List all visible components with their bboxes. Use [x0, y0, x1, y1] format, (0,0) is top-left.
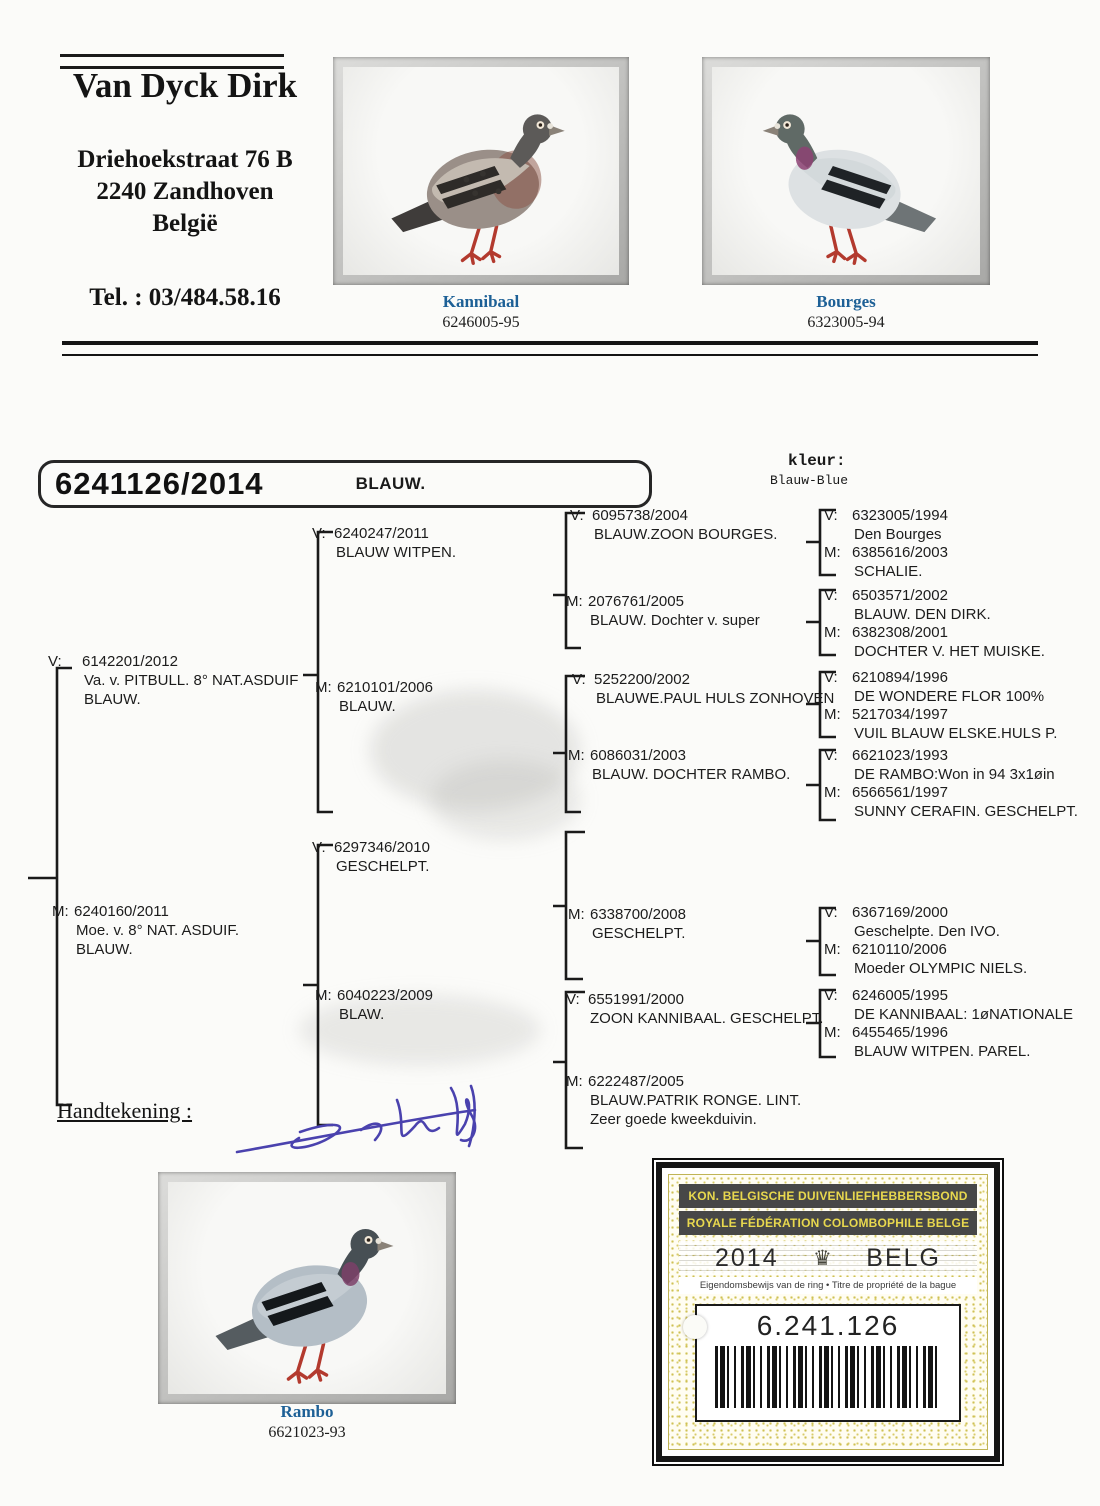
caption-bourges	[702, 292, 990, 332]
pedigree-entry-gen4-2	[824, 586, 991, 624]
cert-ring-number: 6.241.126	[756, 1310, 900, 1341]
photo-rambo	[158, 1172, 456, 1404]
pedigree-entry-gen4-4	[824, 668, 1044, 706]
scan-artifact	[430, 760, 580, 840]
caption-kannibaal	[333, 292, 629, 332]
pedigree-entry-gen1-dam	[52, 902, 239, 959]
breeder-block	[40, 66, 330, 312]
kleur-block	[770, 452, 990, 488]
signature-label: Handtekening :	[57, 1098, 193, 1123]
sex-label: M:	[52, 903, 69, 920]
ring-number: 6297346/2010	[334, 839, 430, 856]
sex-label: M:	[568, 906, 585, 923]
pedigree-entry-gen2-0	[312, 524, 456, 562]
breeder-name: Van Dyck Dirk	[72, 66, 298, 105]
pedigree-entry-gen4-7	[824, 783, 1078, 821]
pigeon-description: Moe. v. 8° NAT. ASDUIF.	[76, 922, 239, 939]
ring-certificate	[652, 1158, 1004, 1466]
pedigree-entry-gen4-0	[824, 506, 948, 544]
breeder-phone: Tel. : 03/484.58.16	[89, 284, 281, 311]
sex-label: V:	[312, 839, 326, 856]
certificate-sticker	[668, 1174, 988, 1450]
pigeon-description: GESCHELPT.	[336, 858, 430, 875]
subject-ring: 6241126/2014	[55, 466, 264, 501]
pigeon-description: BLAUW.ZOON BOURGES.	[594, 526, 778, 543]
crown-icon: ♛	[813, 1246, 832, 1270]
cert-country: BELG	[866, 1243, 941, 1272]
sex-label: M:	[824, 544, 841, 561]
sex-label: M:	[566, 1073, 583, 1090]
kleur-label: kleur:	[788, 452, 846, 470]
sex-label: V:	[48, 653, 62, 670]
ring-number: 6210101/2006	[337, 679, 433, 696]
ring-number: 6455465/1996	[852, 1024, 948, 1041]
pedigree-entry-gen4-10	[824, 986, 1073, 1024]
subject-ring-box	[38, 460, 652, 508]
pedigree-entry-gen4-8	[824, 903, 1000, 941]
sex-label: V:	[572, 671, 586, 688]
pedigree-entry-gen4-1	[824, 543, 948, 581]
pedigree-entry-gen3-3	[568, 746, 790, 784]
ring-number: 6210894/1996	[852, 669, 948, 686]
photo-caption-ring: 6621023-93	[268, 1424, 346, 1441]
pigeon-description: Zeer goede kweekduivin.	[590, 1111, 757, 1128]
main-divider	[62, 341, 1038, 356]
pigeon-description: DE KANNIBAAL: 1øNATIONALE	[854, 1006, 1073, 1023]
sex-label: M:	[824, 784, 841, 801]
breeder-address-line2: 2240 Zandhoven	[96, 178, 274, 205]
ring-code-box	[695, 1304, 961, 1422]
pigeon-description: BLAUW.	[339, 698, 396, 715]
sex-label: V:	[312, 525, 326, 542]
photo-caption-ring: 6323005-94	[807, 314, 885, 331]
ring-number: 6040223/2009	[337, 987, 433, 1004]
sex-label: V:	[824, 904, 838, 921]
ring-number: 6086031/2003	[590, 747, 686, 764]
ownership-text: Eigendomsbewijs van de ring • Titre de propriété de la bague	[679, 1277, 977, 1294]
pedigree-entry-gen4-11	[824, 1023, 1030, 1061]
pigeon-description: DE WONDERE FLOR 100%	[854, 688, 1045, 705]
ring-number: 5217034/1997	[852, 706, 948, 723]
barcode	[715, 1346, 941, 1408]
pedigree-entry-gen2-1	[315, 678, 433, 716]
ring-number: 6222487/2005	[588, 1073, 684, 1090]
pedigree-entry-gen4-6	[824, 746, 1055, 784]
ring-number: 6095738/2004	[592, 507, 688, 524]
pigeon-image-kannibaal	[366, 90, 596, 275]
sex-label: V:	[824, 587, 838, 604]
pigeon-description: GESCHELPT.	[592, 925, 686, 942]
pigeon-description: Den Bourges	[854, 526, 942, 543]
pigeon-description: BLAUW. DEN DIRK.	[854, 606, 991, 623]
federation-title-fr: ROYALE FÉDÉRATION COLOMBOPHILE BELGE	[679, 1211, 977, 1235]
sex-label: M:	[315, 987, 332, 1004]
ring-number: 6246005/1995	[852, 987, 948, 1004]
sex-label: M:	[824, 624, 841, 641]
breeder-address-line3: België	[152, 210, 218, 237]
sex-label: M:	[566, 593, 583, 610]
pigeon-description: BLAW.	[339, 1006, 385, 1023]
pigeon-description: DE RAMBO:Won in 94 3x1øin	[854, 766, 1055, 783]
ring-number: 5252200/2002	[594, 671, 690, 688]
sex-label: M:	[824, 941, 841, 958]
photo-caption-name: Rambo	[280, 1402, 334, 1421]
photo-caption-name: Bourges	[816, 292, 876, 311]
pedigree-entry-gen4-9	[824, 940, 1027, 978]
pigeon-description: BLAUWE.PAUL HULS ZONHOVEN	[596, 690, 835, 707]
ring-number: 6551991/2000	[588, 991, 684, 1008]
pigeon-description: BLAUW WITPEN.	[336, 544, 457, 561]
pedigree-entry-gen3-6	[566, 1072, 801, 1129]
ring-number: 6210110/2006	[852, 941, 947, 958]
pigeon-description: DOCHTER V. HET MUISKE.	[854, 643, 1045, 660]
pigeon-description: BLAUW. Dochter v. super	[590, 612, 760, 629]
pedigree-entry-gen3-5	[566, 990, 823, 1028]
photo-caption-ring: 6246005-95	[442, 314, 520, 331]
ring-number: 6367169/2000	[852, 904, 948, 921]
pigeon-image-rambo	[190, 1204, 425, 1394]
ring-number: 6503571/2002	[852, 587, 948, 604]
pedigree-entry-gen1-sire	[48, 652, 298, 709]
ring-number: 6142201/2012	[82, 653, 178, 670]
pedigree-entry-gen3-2	[572, 670, 834, 708]
photo-caption-name: Kannibaal	[442, 292, 520, 311]
sex-label: M:	[824, 1024, 841, 1041]
sex-label: M:	[568, 747, 585, 764]
sex-label: V:	[824, 507, 838, 524]
sex-label: V:	[824, 987, 838, 1004]
ring-number: 6338700/2008	[590, 906, 686, 923]
sex-label: V:	[824, 747, 838, 764]
pigeon-description: Moeder OLYMPIC NIELS.	[854, 960, 1028, 977]
pedigree-entry-gen3-4	[568, 905, 686, 943]
subject-color: BLAUW.	[355, 474, 426, 493]
sex-label: V:	[824, 669, 838, 686]
pigeon-description: BLAUW.PATRIK RONGE. LINT.	[590, 1092, 802, 1109]
pigeon-description: BLAUW. DOCHTER RAMBO.	[592, 766, 791, 783]
photo-kannibaal	[333, 57, 629, 285]
ring-number: 6385616/2003	[852, 544, 948, 561]
breeder-address-line1: Driehoekstraat 76 B	[77, 146, 293, 173]
ring-number: 6566561/1997	[852, 784, 948, 801]
sex-label: V:	[566, 991, 580, 1008]
pigeon-description: VUIL BLAUW ELSKE.HULS P.	[854, 725, 1058, 742]
pigeon-description: BLAUW WITPEN. PAREL.	[854, 1043, 1031, 1060]
pigeon-description: Va. v. PITBULL. 8° NAT.ASDUIF	[84, 672, 299, 689]
pigeon-description: ZOON KANNIBAAL. GESCHELPT.	[590, 1010, 824, 1027]
caption-rambo	[158, 1402, 456, 1442]
sex-label: M:	[824, 706, 841, 723]
pedigree-entry-gen4-5	[824, 705, 1057, 743]
ring-number: 6382308/2001	[852, 624, 948, 641]
pigeon-description: BLAUW.	[76, 941, 133, 958]
photo-bourges	[702, 57, 990, 285]
certificate-frame	[656, 1162, 1000, 1462]
pedigree-entry-gen4-3	[824, 623, 1045, 661]
pedigree-entry-gen3-1	[566, 592, 760, 630]
sex-label: V:	[570, 507, 584, 524]
punch-hole	[683, 1315, 707, 1339]
pigeon-image-bourges	[734, 90, 959, 275]
kleur-value: Blauw-Blue	[770, 473, 849, 488]
ring-number: 6323005/1994	[852, 507, 948, 524]
cert-year: 2014	[715, 1243, 779, 1272]
pigeon-description: SCHALIE.	[854, 563, 923, 580]
pigeon-description: BLAUW.	[84, 691, 141, 708]
year-country-row	[679, 1241, 977, 1275]
sex-label: M:	[315, 679, 332, 696]
signature-scribble	[225, 1080, 505, 1175]
federation-title-nl: KON. BELGISCHE DUIVENLIEFHEBBERSBOND	[679, 1184, 977, 1208]
pigeon-description: Geschelpte. Den IVO.	[854, 923, 1000, 940]
pigeon-description: SUNNY CERAFIN. GESCHELPT.	[854, 803, 1078, 820]
pedigree-entry-gen2-2	[312, 838, 430, 876]
ring-number: 6621023/1993	[852, 747, 948, 764]
pedigree-entry-gen3-0	[570, 506, 777, 544]
ring-number: 6240160/2011	[74, 903, 169, 920]
ring-number: 2076761/2005	[588, 593, 684, 610]
ring-number: 6240247/2011	[334, 525, 429, 542]
pedigree-entry-gen2-3	[315, 986, 433, 1024]
